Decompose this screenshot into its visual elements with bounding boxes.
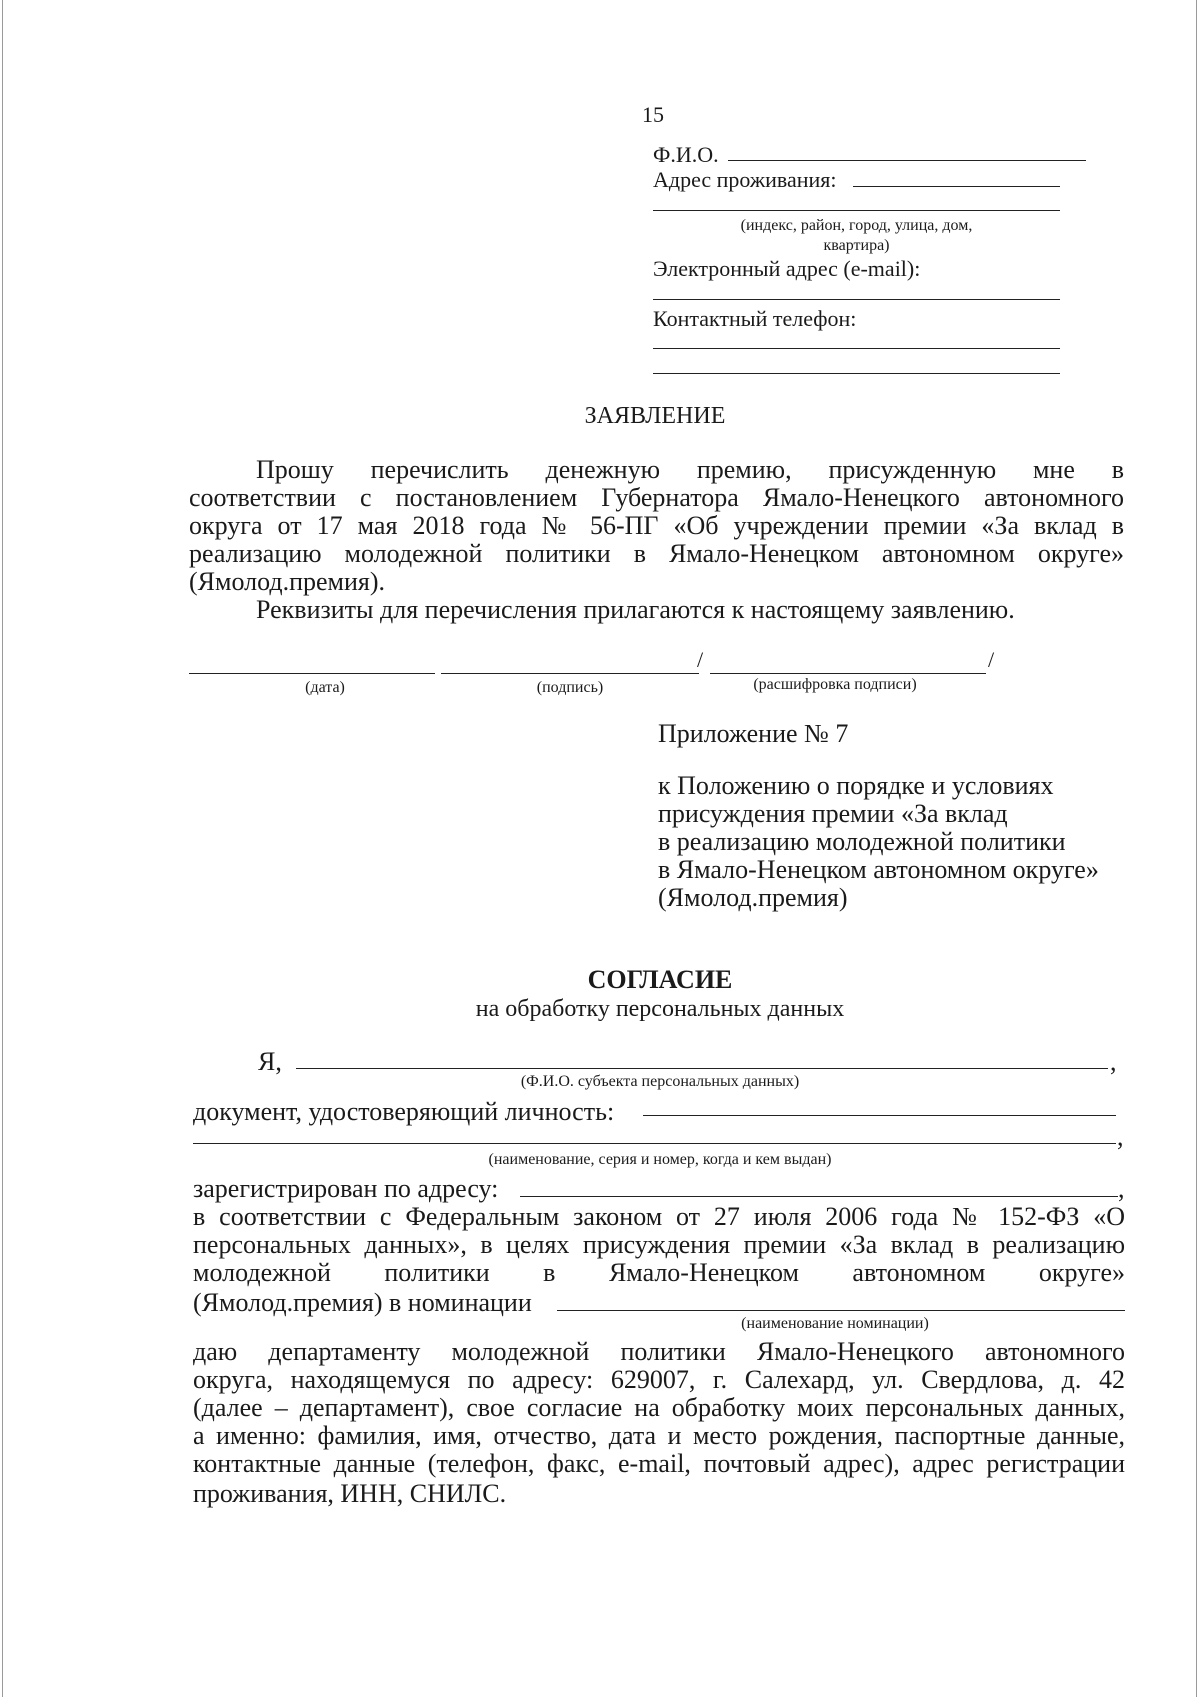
comma-1: , — [1110, 1047, 1117, 1076]
nomination-label: (Ямолод.премия) в номинации — [193, 1288, 532, 1317]
address-label: Адрес проживания: — [653, 167, 837, 192]
page-edge-left — [2, 0, 3, 1697]
appendix-line-5: (Ямолод.премия) — [658, 883, 848, 912]
comma-2: , — [1117, 1122, 1124, 1151]
statement-line-4: реализацию молодежной политики в Ямало-Ненецком автономном округе» — [189, 540, 1124, 568]
date-line[interactable] — [189, 673, 435, 674]
document-line-1[interactable] — [643, 1115, 1116, 1116]
appendix-line-1: к Положению о порядке и условиях — [658, 771, 1054, 800]
signature-hint: (подпись) — [536, 679, 604, 696]
statement-line-1: Прошу перечислить денежную премию, присужденную мне в — [256, 456, 1124, 484]
law-line-3: молодежной политики в Ямало-Ненецком автономном округе» — [193, 1259, 1125, 1287]
decoding-hint: (расшифровка подписи) — [753, 676, 917, 693]
body-line-3: (далее – департамент), свое согласие на обработку моих персональных данных, — [193, 1394, 1125, 1422]
body-last-line: проживания, ИНН, СНИЛС. — [193, 1479, 507, 1508]
body-line-1: даю департаменту молодежной политики Ямало-Ненецкого автономного — [193, 1338, 1125, 1366]
document-line-2[interactable] — [193, 1143, 1116, 1144]
consent-title: СОГЛАСИЕ — [587, 965, 733, 994]
consent-subtitle: на обработку персональных данных — [475, 996, 845, 1022]
phone-line-1[interactable] — [653, 348, 1060, 349]
slash-2: / — [988, 647, 995, 672]
nomination-hint: (наименование номинации) — [741, 1315, 929, 1332]
email-line[interactable] — [653, 299, 1060, 300]
statement-line-3: округа от 17 мая 2018 года № 56-ПГ «Об учреждении премии «За вклад в — [189, 512, 1124, 540]
registered-line[interactable] — [520, 1196, 1118, 1197]
date-hint: (дата) — [305, 679, 345, 696]
law-line-1: в соответствии с Федеральным законом от 27 июля 2006 года № 152-ФЗ «О — [193, 1203, 1125, 1231]
registered-label: зарегистрирован по адресу: — [193, 1174, 499, 1203]
fio-subject-line[interactable] — [296, 1068, 1108, 1069]
appendix-line-3: в реализацию молодежной политики — [658, 827, 1066, 856]
page-number: 15 — [642, 102, 664, 127]
decoding-line[interactable] — [710, 673, 986, 674]
address-hint-2: квартира) — [823, 237, 890, 254]
comma-3: , — [1118, 1174, 1125, 1203]
statement-title: ЗАЯВЛЕНИЕ — [584, 403, 726, 429]
i-label: Я, — [258, 1047, 282, 1076]
document-hint: (наименование, серия и номер, когда и кем выдан) — [488, 1151, 832, 1168]
appendix-line-2: присуждения премии «За вклад — [658, 799, 1008, 828]
signature-line[interactable] — [441, 673, 699, 674]
address-line-2[interactable] — [653, 210, 1060, 211]
body-line-5: контактные данные (телефон, факс, e-mail, почтовый адрес), адрес регистрации — [193, 1450, 1125, 1478]
phone-label: Контактный телефон: — [653, 306, 857, 331]
law-line-2: персональных данных», в целях присуждения премии «За вклад в реализацию — [193, 1231, 1125, 1259]
fio-subject-hint: (Ф.И.О. субъекта персональных данных) — [520, 1073, 800, 1090]
email-label: Электронный адрес (e-mail): — [653, 256, 921, 281]
body-line-4: а именно: фамилия, имя, отчество, дата и место рождения, паспортные данные, — [193, 1422, 1125, 1450]
appendix-title: Приложение № 7 — [658, 719, 849, 748]
slash-1: / — [697, 647, 704, 672]
fio-line[interactable] — [728, 160, 1086, 161]
body-line-2: округа, находящемуся по адресу: 629007, г. Салехард, ул. Свердлова, д. 42 — [193, 1366, 1125, 1394]
requisites-text: Реквизиты для перечисления прилагаются к настоящему заявлению. — [256, 595, 1015, 624]
phone-line-2[interactable] — [653, 373, 1060, 374]
address-line-1[interactable] — [853, 186, 1060, 187]
fio-label: Ф.И.О. — [653, 142, 719, 167]
address-hint-1: (индекс, район, город, улица, дом, — [740, 217, 973, 234]
document-label: документ, удостоверяющий личность: — [193, 1097, 615, 1126]
nomination-line[interactable] — [557, 1310, 1125, 1311]
page-edge-right — [1196, 0, 1197, 1697]
statement-line-5: (Ямолод.премия). — [189, 567, 386, 596]
statement-line-2: соответствии с постановлением Губернатора Ямало-Ненецкого автономного — [189, 484, 1124, 512]
appendix-line-4: в Ямало-Ненецком автономном округе» — [658, 855, 1099, 884]
